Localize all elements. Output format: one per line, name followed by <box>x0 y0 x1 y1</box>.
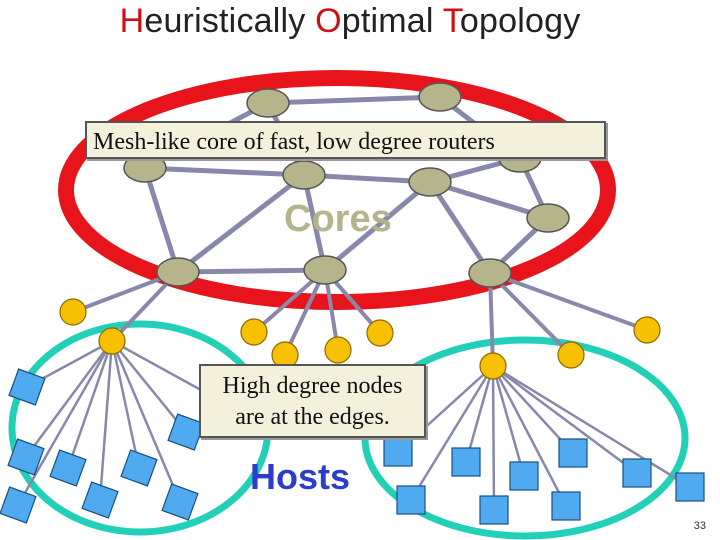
core-router <box>157 258 199 286</box>
host <box>552 492 580 520</box>
host <box>480 496 508 524</box>
host <box>0 487 36 523</box>
edge-callout <box>199 364 426 438</box>
core-routers <box>124 83 569 287</box>
core-router <box>304 256 346 284</box>
edge-callout-line-1: High degree nodes <box>222 373 403 399</box>
host <box>50 450 86 486</box>
edge-router <box>241 319 267 345</box>
title-letter-o: O <box>315 2 342 40</box>
host <box>82 482 118 518</box>
hosts-label: Hosts <box>250 456 351 497</box>
host <box>397 486 425 514</box>
edge-router <box>480 353 506 379</box>
edge-router <box>99 328 125 354</box>
title-word-3-rest: opology <box>459 2 581 40</box>
title-letter-h: H <box>119 2 145 40</box>
core-callout: Mesh-like core of fast, low degree routers <box>85 121 606 159</box>
edge-callout-line-2: are at the edges. <box>235 404 390 430</box>
core-router <box>469 259 511 287</box>
host <box>676 473 704 501</box>
title-letter-t: T <box>442 2 460 40</box>
core-router <box>527 204 569 232</box>
edge-router <box>367 320 393 346</box>
core-router <box>419 83 461 111</box>
page-number: 33 <box>693 520 706 532</box>
edge-router <box>60 299 86 325</box>
core-router <box>409 168 451 196</box>
host <box>510 462 538 490</box>
cores-label: Cores <box>284 198 392 240</box>
edge-router <box>634 317 660 343</box>
host <box>559 439 587 467</box>
title-word-2-rest: ptimal <box>341 2 443 40</box>
host <box>623 459 651 487</box>
host <box>121 450 157 486</box>
host <box>384 438 412 466</box>
edge-router <box>558 342 584 368</box>
host <box>452 448 480 476</box>
host <box>162 484 198 520</box>
edge-router <box>325 337 351 363</box>
core-router <box>283 161 325 189</box>
core-router <box>247 89 289 117</box>
slide-title <box>0 2 700 41</box>
title-word-1-rest: euristically <box>144 2 316 40</box>
